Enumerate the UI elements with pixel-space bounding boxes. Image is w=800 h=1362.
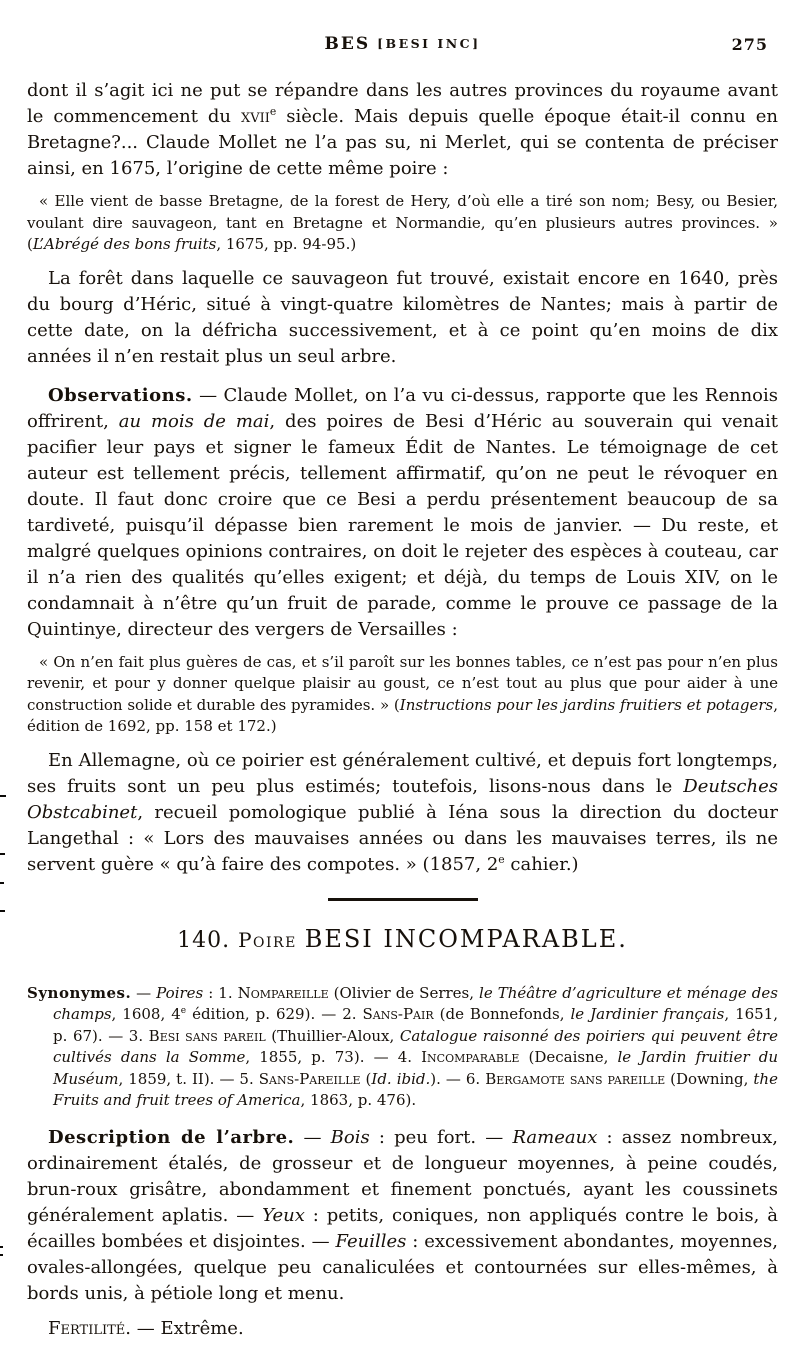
scan-artifact [0, 853, 5, 855]
text-run: « Elle vient de basse Bretagne, de la forest de Hery, d’où elle a tiré son nom; Besy, ou Besier, voulant dire sauvageon, tant en Bretagne et Normandie, qu’en plusieurs autres provinces. » ( [27, 192, 778, 253]
section-divider [328, 898, 478, 901]
text-run-bold: Description de l’arbre. [48, 1126, 295, 1148]
running-title-section: BES [324, 34, 371, 54]
mollet-quote [27, 191, 778, 256]
text-run: : 1. [203, 983, 238, 1002]
text-run: , édition de 1692, pp. 158 et 172.) [27, 695, 778, 735]
text-run-italic: Rameaux [512, 1126, 598, 1148]
text-run: , 1675, pp. 94-95.) [216, 235, 357, 253]
quintinye-quote [27, 652, 778, 738]
text-run: : peu fort. — [369, 1126, 513, 1148]
scan-artifact [0, 1246, 3, 1248]
text-run: cahier.) [504, 853, 579, 875]
text-run: , 1651, p. 67). — 3. [53, 1005, 779, 1045]
text-run-italic: L’Abrégé des bons fruits [32, 235, 217, 253]
text-run: (de Bonnefonds, [433, 1005, 571, 1023]
allemagne-paragraph [27, 748, 778, 878]
text-run: siècle. Mais depuis quelle époque était-il connu en Bretagne?... Claude Mollet ne l’a pas su, ni Merlet, qui se contenta de préciser ainsi, en 1675, l’origine de cette même poire : [27, 106, 778, 179]
text-run-h-small: Poire [238, 927, 305, 952]
text-run-sup: e [498, 852, 505, 866]
text-run: , recueil pomologique publié à Iéna sous la direction du docteur Langethal : « Lors des mauvaises années ou dans les mauvaises terres, ils ne servent guère « qu’à faire des compotes. » (1857, 2 [27, 801, 778, 875]
text-run: (Thuillier-Aloux, [265, 1026, 400, 1045]
text-run: — [131, 983, 157, 1002]
article-heading [27, 923, 778, 957]
page-number: 275 [731, 35, 768, 54]
text-run-smallcaps: Sans-Pareille [258, 1069, 361, 1088]
text-run-sup: e [180, 1006, 187, 1016]
running-title-article-ref: [BESI INC] [377, 36, 481, 51]
text-run: , des poires de Besi d’Héric au souverain qui venait pacifier leur pays et signer le fameux Édit de Nantes. Le témoignage de cet auteur est tellement précis, tellement affirmatif, qu’on ne peut le révoquer en doute. Il faut donc croire que ce Besi a perdu présentement beaucoup de sa tardiveté, puisqu’il dépasse bien rarement le mois de janvier. — Du reste, et malgré quelques opinions contraires, on doit le rejeter des espèces à couteau, car il n’a rien des qualités qu’elles exigent; et déjà, du temps de Louis XIV, on le condamnait à n’être qu’un fruit de parade, comme le prouve ce passage de la Quintinye, directeur des vergers de Versailles : [27, 410, 778, 640]
text-run: , 1859, t. II). — 5. [118, 1069, 259, 1088]
text-run-italic: Catalogue raisonné des poiriers qui peuvent être cultivés dans la Somme [53, 1026, 778, 1066]
text-run: : excessivement abondantes, moyennes, ovales-allongées, quelque peu canaliculées et contournées sur elles-mêmes, à bords unis, à pétiole long et menu. [27, 1230, 778, 1304]
text-run-smallcaps: xvii [240, 106, 270, 127]
text-run: — [294, 1126, 331, 1148]
foret-paragraph [27, 266, 778, 370]
text-run-smallcaps: Fertilité. [48, 1317, 131, 1339]
text-run-italic: Feuilles [335, 1230, 407, 1252]
text-run-smallcaps: Incomparable [421, 1048, 520, 1066]
text-run-italic: au mois de mai [118, 410, 270, 432]
text-run: : petits, coniques, non appliqués contre le bois, à écailles bombées et disjointes. — [27, 1204, 778, 1252]
text-run: , 1863, p. 476). [300, 1091, 417, 1109]
text-run: La forêt dans laquelle ce sauvageon fut trouvé, existait encore en 1640, près du bourg d’Héric, situé à vingt-quatre kilomètres de Nantes; mais à partir de cette date, on la défricha successivement, et à ce point qu’en moins de dix années il n’en restait plus un seul arbre. [27, 267, 778, 367]
scan-artifact [0, 882, 4, 884]
text-run: dont il s’agit ici ne put se répandre dans les autres provinces du royaume avant le commencement du [27, 80, 778, 127]
text-run-italic: Instructions pour les jardins fruitiers et potagers [399, 695, 774, 714]
scan-artifact [0, 910, 5, 912]
observations-paragraph [27, 383, 778, 643]
text-run-bold: Synonymes. [27, 983, 132, 1002]
text-run: — Extrême. [131, 1317, 244, 1339]
text-run-italic: le Jardinier français [570, 1005, 725, 1023]
text-run: — Claude Mollet, on l’a vu ci-dessus, rapporte que les Rennois offrirent, [27, 384, 778, 432]
text-run-smallcaps: Nompareille [237, 983, 329, 1002]
text-run-smallcaps: Sans-Pair [362, 1005, 434, 1023]
text-run-bold: Observations. [48, 384, 193, 406]
text-run: édition, p. 629). — 2. [186, 1005, 363, 1023]
text-run: « On n’en fait plus guères de cas, et s’il paroît sur les bonnes tables, ce n’est pas pour n’en plus revenir, et pour y donner quelque plaisir au goust, ce n’est tout au plus que pour aider à une construction solide et durable des pyramides. » ( [27, 652, 778, 714]
text-run: ). — 6. [430, 1069, 486, 1088]
fertilite-paragraph [27, 1316, 778, 1342]
text-run-italic: Id. ibid. [371, 1069, 431, 1088]
text-run-smallcaps: Bergamote sans pareille [485, 1069, 666, 1088]
scan-artifact [0, 795, 6, 797]
text-run-italic: le Jardin fruitier du Muséum [53, 1048, 778, 1088]
scan-artifact [0, 1254, 3, 1256]
text-run: , 1608, 4 [111, 1005, 181, 1023]
text-run: En Allemagne, où ce poirier est généralement cultivé, et depuis fort longtemps, ses fruits sont un peu plus estimés; toutefois, lisons-nous dans le [27, 749, 778, 797]
text-run-smallcaps: Besi sans pareil [148, 1026, 266, 1045]
text-run-italic: Bois [330, 1126, 370, 1148]
text-run: (Decaisne, [519, 1048, 618, 1066]
text-run: ( [360, 1069, 372, 1088]
text-run-h-big: BESI INCOMPARABLE. [304, 924, 628, 953]
running-header [27, 34, 778, 58]
text-run: (Downing, [665, 1069, 754, 1088]
text-run-italic: Deutsches Obstcabinet [27, 775, 778, 823]
continuation-paragraph [27, 78, 778, 182]
synonymes-paragraph [27, 983, 778, 1112]
page-body [27, 78, 778, 1342]
text-run-italic: the Fruits and fruit trees of America [53, 1069, 778, 1109]
text-run-italic: le Théâtre d’agriculture et ménage des champs [53, 983, 778, 1023]
text-run-h-num: 140. [177, 927, 239, 953]
text-run: (Olivier de Serres, [328, 983, 480, 1002]
text-run-sup: e [269, 105, 277, 118]
text-run: , 1855, p. 73). — 4. [245, 1048, 422, 1066]
text-run-italic: Poires [156, 983, 204, 1002]
description-arbre-paragraph [27, 1125, 778, 1307]
text-run-italic: Yeux [262, 1204, 305, 1226]
text-run: : assez nombreux, ordinairement étalés, de grosseur et de longueur moyennes, à peine coudés, brun-roux grisâtre, abondamment et finement ponctués, ayant les coussinets généralement aplatis. — [27, 1126, 779, 1226]
